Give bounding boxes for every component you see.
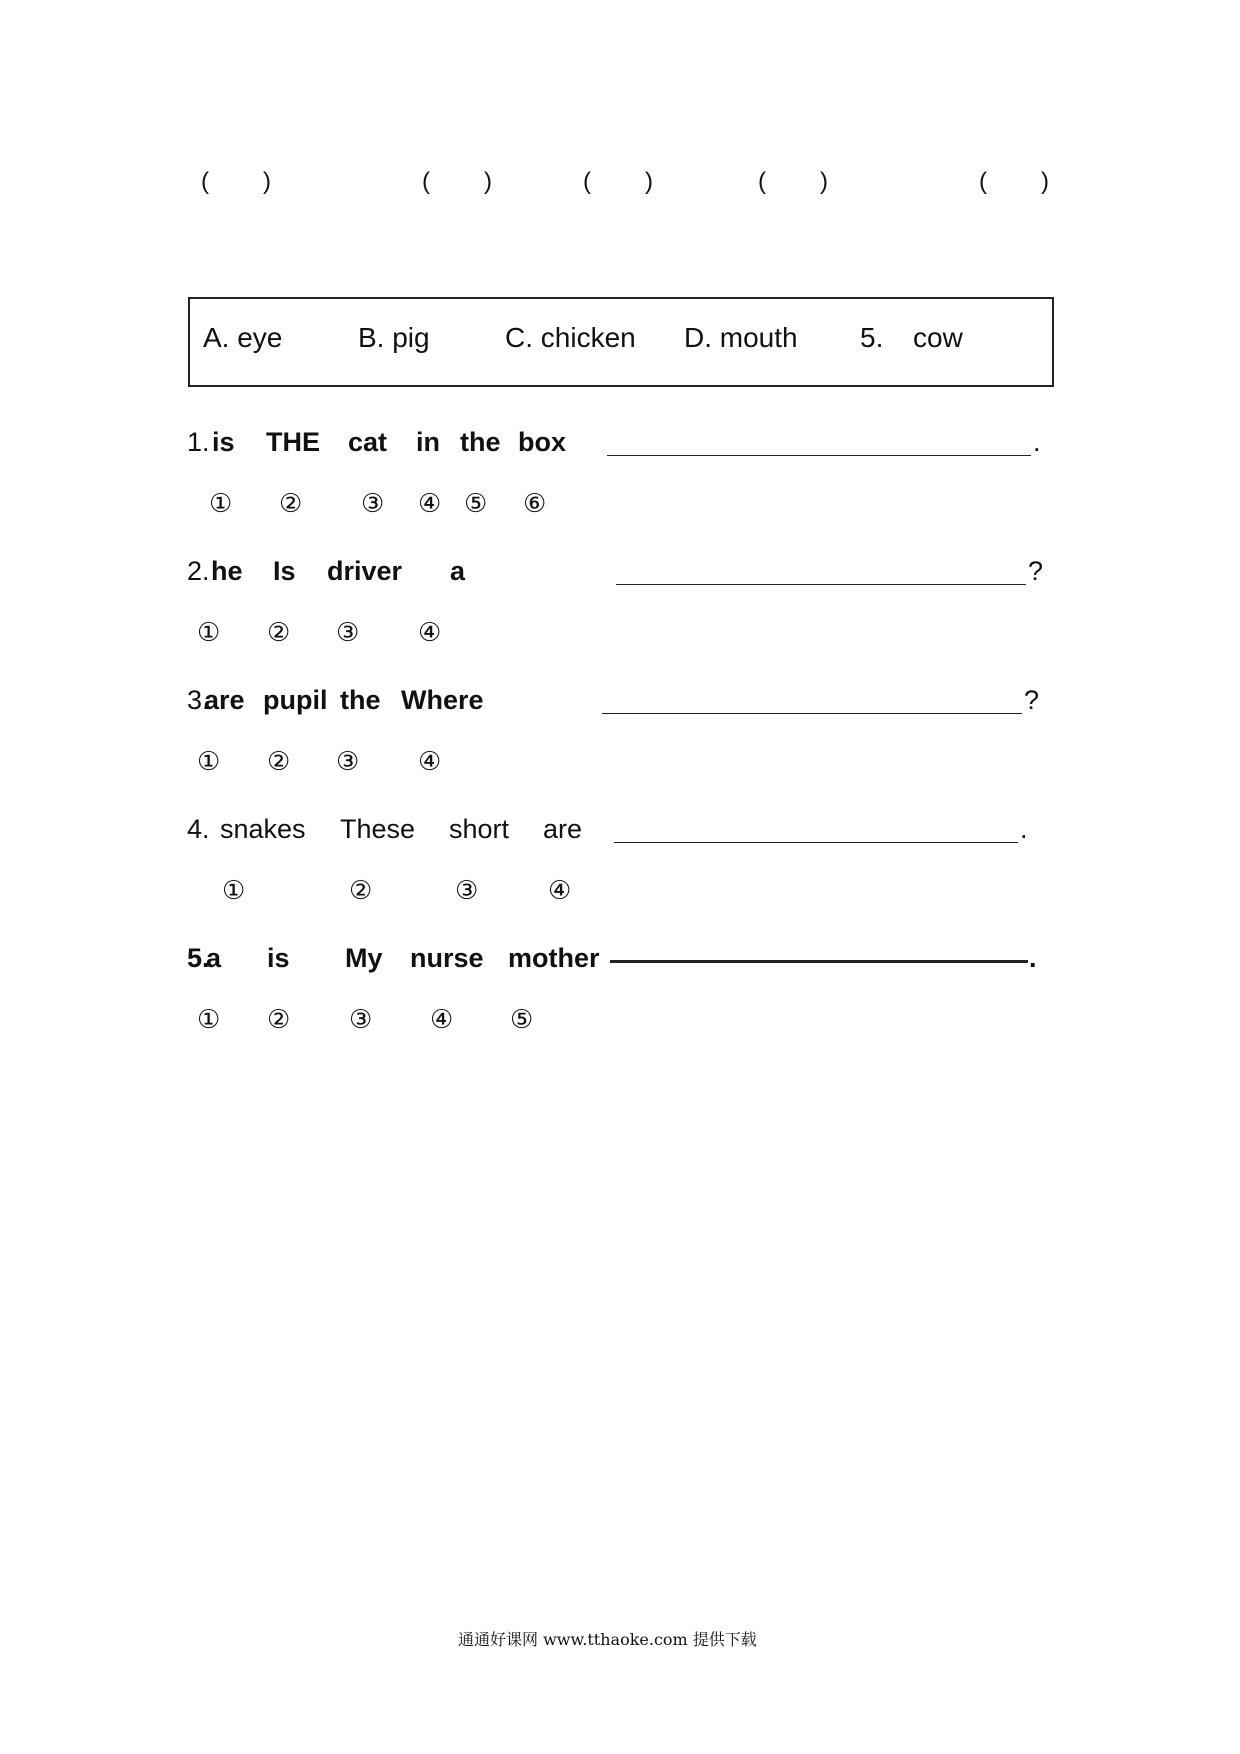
q5-word-1: a <box>206 943 222 973</box>
q1-word-4: in <box>416 427 440 457</box>
q3-mark-1: ① <box>197 747 221 777</box>
q2-word-2: Is <box>273 556 296 586</box>
q4-end-punct: . <box>1020 814 1028 844</box>
q5-answer-line <box>610 960 1028 963</box>
q2-end-punct: ? <box>1028 556 1044 586</box>
q1-mark-2: ② <box>279 489 303 519</box>
q2-word-4: a <box>450 556 466 586</box>
q4-number: 4. <box>187 814 210 844</box>
q2-mark-3: ③ <box>336 618 360 648</box>
q3-mark-2: ② <box>267 747 291 777</box>
q1-mark-5: ⑤ <box>464 489 488 519</box>
q5-number: 5. <box>187 943 210 973</box>
answer-bracket-1-close: ) <box>263 168 271 195</box>
answer-bracket-3-open: ( <box>583 168 591 195</box>
q5-word-2: is <box>267 943 290 973</box>
q3-mark-3: ③ <box>336 747 360 777</box>
q3-word-2: pupil <box>263 685 328 715</box>
q4-mark-1: ① <box>222 876 246 906</box>
q1-word-3: cat <box>348 427 388 457</box>
q5-mark-2: ② <box>267 1005 291 1035</box>
q1-word-2: THE <box>266 427 320 457</box>
q5-mark-3: ③ <box>349 1005 373 1035</box>
q2-mark-1: ① <box>197 618 221 648</box>
q3-mark-4: ④ <box>418 747 442 777</box>
answer-bracket-4-close: ) <box>820 168 828 195</box>
answer-bracket-4-open: ( <box>758 168 766 195</box>
q3-word-3: the <box>340 685 381 715</box>
q4-word-2: These <box>340 814 416 844</box>
q4-mark-3: ③ <box>455 876 479 906</box>
q3-end-punct: ? <box>1024 685 1040 715</box>
q3-number: 3. <box>187 685 210 715</box>
q1-number: 1. <box>187 427 210 457</box>
q5-mark-1: ① <box>197 1005 221 1035</box>
q5-mark-4: ④ <box>430 1005 454 1035</box>
q2-word-3: driver <box>327 556 403 586</box>
q5-mark-5: ⑤ <box>510 1005 534 1035</box>
q5-word-4: nurse <box>410 943 484 973</box>
footer-text: 通通好课网 www.tthaoke.com 提供下载 <box>458 1630 757 1649</box>
q4-answer-line <box>614 842 1018 843</box>
q4-word-3: short <box>449 814 510 844</box>
q2-mark-4: ④ <box>418 618 442 648</box>
option-b: B. pig <box>358 322 430 353</box>
q3-word-4: Where <box>401 685 484 715</box>
q5-word-3: My <box>345 943 383 973</box>
answer-bracket-2-open: ( <box>422 168 430 195</box>
option-e-word: cow <box>913 322 963 353</box>
q2-mark-2: ② <box>267 618 291 648</box>
q1-word-1: is <box>212 427 235 457</box>
q3-answer-line <box>602 713 1022 714</box>
q4-mark-2: ② <box>349 876 373 906</box>
q2-number: 2. <box>187 556 210 586</box>
q1-answer-line <box>607 455 1031 456</box>
option-a: A. eye <box>203 322 283 353</box>
option-e-number: 5. <box>860 322 884 353</box>
answer-bracket-1-open: ( <box>201 168 209 195</box>
q1-mark-6: ⑥ <box>523 489 547 519</box>
q5-word-5: mother <box>508 943 600 973</box>
q2-word-1: he <box>211 556 243 586</box>
q4-word-4: are <box>543 814 583 844</box>
option-c: C. chicken <box>505 322 636 353</box>
q1-word-5: the <box>460 427 501 457</box>
q1-word-6: box <box>518 427 567 457</box>
q1-mark-1: ① <box>209 489 233 519</box>
q4-word-1: snakes <box>220 814 306 844</box>
q1-mark-4: ④ <box>418 489 442 519</box>
answer-bracket-5-open: ( <box>979 168 987 195</box>
q4-mark-4: ④ <box>548 876 572 906</box>
q3-word-1: are <box>204 685 245 715</box>
q2-answer-line <box>616 584 1026 585</box>
answer-bracket-3-close: ) <box>645 168 653 195</box>
q5-end-punct: . <box>1029 943 1037 973</box>
answer-bracket-5-close: ) <box>1041 168 1049 195</box>
option-d: D. mouth <box>684 322 798 353</box>
q1-mark-3: ③ <box>361 489 385 519</box>
q1-end-punct: . <box>1033 427 1041 457</box>
answer-bracket-2-close: ) <box>484 168 492 195</box>
